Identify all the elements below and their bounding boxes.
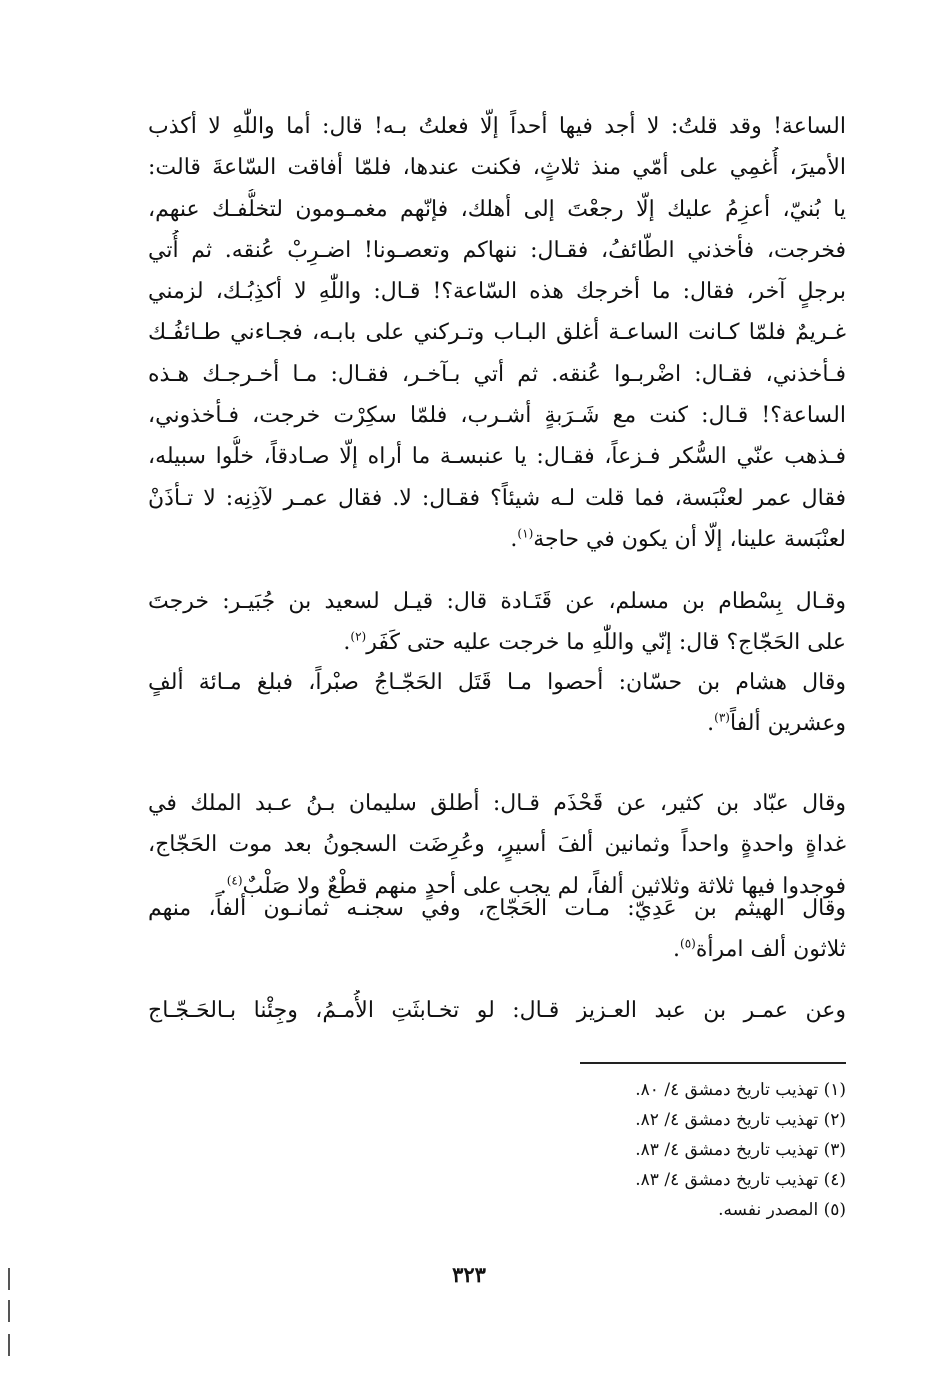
text-line: وعن عمـر بن عبد العـزيز قـال: لو تخـابثَتِ الأُمـمُ، وجِئْنا بـالحَـجّـاج [148, 998, 846, 1023]
footnote-separator [580, 1062, 846, 1064]
footnote-reference: (٥) [680, 936, 696, 951]
page-number: ٣٢٣ [452, 1262, 486, 1287]
text-line: فوجدوا فيها ثلاثة وثلاثين ألفاً، لم يجب على أحدٍ منهم قطْعٌ ولا صَلْبٌ$^{(٤)}$. [219, 873, 846, 899]
paragraph-3 [148, 662, 846, 745]
text-line-content: على الحَجّاج؟ قال: إنّي واللّٰهِ ما خرجت عليه حتى كَفَر [366, 630, 846, 656]
text-line: وقـال بِسْطام بن مسلم، عن قَتَـادة قال: قيـل لسعيد بن جُبَيـر: خرجتَ [148, 589, 846, 614]
text-line: وقال الهيثم بن عَدِيّ: مـات الحَجّاج، وفي سجنـه ثمانـون ألفاً، منهم [148, 896, 846, 921]
text-line: على الحَجّاج؟ قال: إنّي واللّٰهِ ما خرجت عليه حتى كَفَر$^{(٢)}$. [343, 629, 846, 656]
footnote-reference: (١) [517, 526, 534, 541]
footnotes-list [500, 1075, 846, 1225]
text-line: غـريمٌ فلمّا كـانت الساعـة أغلق البـاب وتـركني على بابـه، فجـاءني طـائفُـك [148, 320, 846, 346]
footnote-reference: (٢) [350, 629, 367, 644]
text-line-content: وعشرين ألفاً [729, 711, 846, 737]
text-line: فـذهب عنّي السُّكر فـزعاً، فقـال: يا عنبسـة ما أراه إلّا صـادقاً، خلُّوا سبيله، [148, 444, 846, 470]
text-line-content: فوجدوا فيها ثلاثة وثلاثين ألفاً، لم يجب على أحدٍ منهم قطْعٌ ولا صَلْبٌ [242, 873, 846, 899]
text-line: وقال هشام بن حسّان: أحصوا مـا قَتَل الحَجّـاجُ صبْراً، فبلغ مـائة ألفٍ [148, 670, 846, 695]
text-line: الساعة! وقد قلتُ: لا أجد فيها أحداً إلّا فعلتُ بـه! قال: أما واللّٰهِ لا أكذب [148, 114, 846, 139]
text-line: وقال عبّاد بن كثير، عن قَحْذَم قـال: أطلق سليمان بـنُ عـبد الملك في [148, 791, 846, 816]
footnote-item: (١) تهذيب تاريخ دمشق ٤/ ٨٠. [635, 1080, 846, 1100]
footnote-item: (٤) تهذيب تاريخ دمشق ٤/ ٨٣. [635, 1170, 846, 1190]
text-line: يا بُنيّ، أعزِمُ عليك إلّا رجعْتَ إلى أهلك، فإنّهم مغمـومون لتخلُّفـك عنهم، [148, 196, 846, 222]
scan-edge-mark [8, 1334, 10, 1356]
text-line-content: ثلاثون ألف امرأة [695, 937, 846, 963]
text-line: ثلاثون ألف امرأة$^{(٥)}$. [673, 936, 846, 963]
text-line-content: لعنْبَسة علينا، إلّا أن يكون في حاجة [533, 526, 846, 552]
footnote-reference: (٣) [714, 710, 730, 725]
footnote-item: (٥) المصدر نفسه. [718, 1200, 846, 1220]
footnote-item: (٢) تهذيب تاريخ دمشق ٤/ ٨٢. [635, 1110, 846, 1130]
text-line: لعنْبَسة علينا، إلّا أن يكون في حاجة$^{(١)}$. [510, 526, 846, 552]
text-line: فـأخذني، فقـال: اضْربـوا عُنقه. ثم أتي بـآخـر، فقـال: مـا أخـرجـك هـذه [148, 361, 846, 387]
text-line: فخرجت، فأخذني الطّائفُ، فقـال: ننهاكم وتعصـونا! اضـرِبْ عُنقه. ثم أُتي [148, 237, 846, 263]
text-line: وعشرين ألفاً$^{(٣)}$. [707, 710, 846, 737]
text-line: فقال عمر لعنْبَسة، فما قلت لـه شيئاً؟ فقـال: لا. فقال عمـر لآذِنِه: لا تـأذَنْ [148, 485, 846, 511]
footnote-reference: (٤) [226, 873, 243, 888]
text-line: برجلٍ آخر، فقال: ما أخرجك هذه السّاعة؟! قـال: واللّٰهِ لا أكذِبُـك، لزمني [148, 279, 846, 305]
text-line: الساعة؟! قـال: كنت مع شَـرَبةٍ أشـرب، فلمّا سكِرْت خرجت، فـأخذوني، [148, 403, 846, 429]
paragraph-2 [148, 581, 846, 664]
footnote-item: (٣) تهذيب تاريخ دمشق ٤/ ٨٣. [635, 1140, 846, 1160]
scan-edge-mark [8, 1300, 10, 1322]
scan-edge-mark [8, 1268, 10, 1290]
text-line: الأميرَ، أُغمِي على أمّي منذ ثلاثٍ، فكنت عندها، فلمّا أفاقت السّاعةَ قالت: [148, 155, 846, 181]
paragraph-1 [148, 106, 846, 560]
paragraph-5 [148, 888, 846, 971]
paragraph-6 [148, 990, 846, 1031]
text-line: غداةٍ واحدةٍ واحداً وثمانين ألفَ أسيرٍ، وعُرِضَت السجونُ بعد موت الحَجّاج، [148, 832, 846, 858]
